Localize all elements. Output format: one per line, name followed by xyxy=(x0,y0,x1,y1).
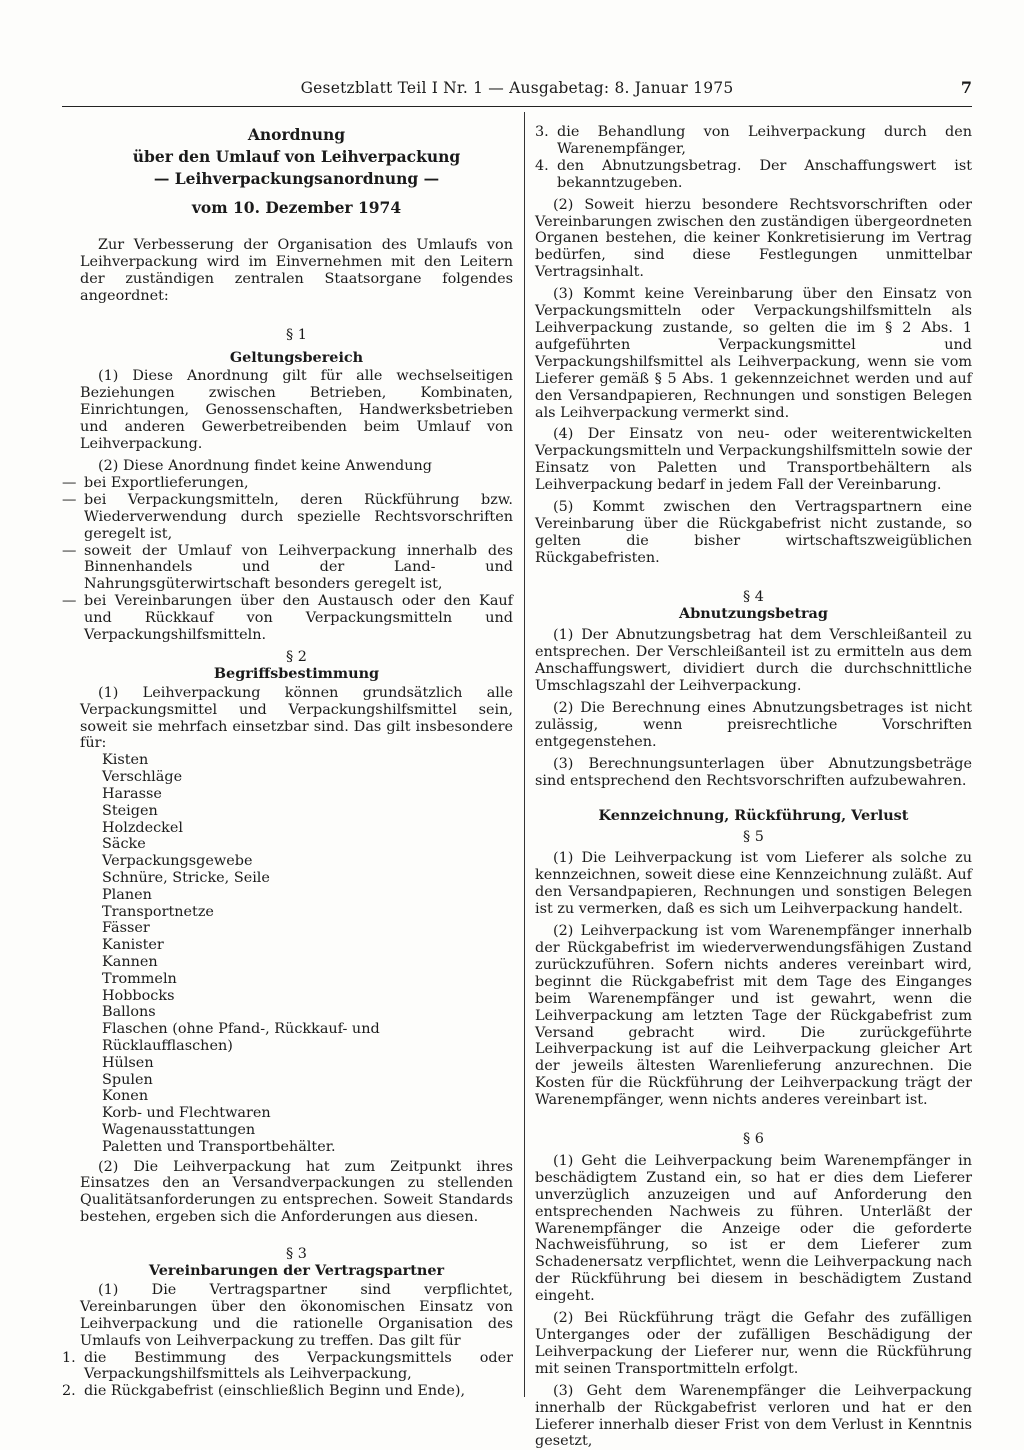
list-item: 3. die Behandlung von Leihverpackung durch den Warenempfänger, xyxy=(535,124,972,157)
gazette-title: Gesetzblatt Teil I Nr. 1 — Ausgabetag: 8. Januar 1975 xyxy=(300,79,734,97)
list-item: Harasse xyxy=(102,785,162,802)
section-1-heading: Geltungsbereich xyxy=(229,348,364,366)
list-item: Flaschen (ohne Pfand-, Rückkauf- und Rücklaufflaschen) xyxy=(102,1021,380,1054)
doc-title: Anordnung xyxy=(247,125,346,144)
section-5-number: § 5 xyxy=(743,828,764,845)
list-item: Kanister xyxy=(102,937,164,954)
section-2-number: § 2 xyxy=(286,648,307,665)
page-header xyxy=(62,80,972,102)
list-item: Transportnetze xyxy=(102,903,214,920)
packaging-list xyxy=(102,752,513,1155)
list-item: — bei Verpackungsmitteln, deren Rückführung bzw. Wiederverwendung durch spezielle Rechtsvorschriften geregelt ist, xyxy=(62,491,513,542)
list-item: Verschläge xyxy=(102,769,183,786)
doc-short-title: — Leihverpackungsanordnung — xyxy=(153,169,440,188)
list-item: Säcke xyxy=(102,836,146,853)
list-item: Wagenausstattungen xyxy=(102,1121,256,1138)
section-3-para-2: (2) Soweit hierzu besondere Rechtsvorschriften oder Vereinbarungen zwischen den zuständigen übergeordneten Organen bestehen, die keiner Konkretisierung im Vertrag bedürfen, sind diese Festlegungen unmittelbar Vertragsinhalt. xyxy=(535,196,972,281)
doc-date: vom 10. Dezember 1974 xyxy=(191,198,402,217)
page-number: 7 xyxy=(960,78,972,97)
section-6-para-1: (1) Geht die Leihverpackung beim Warenempfänger in beschädigtem Zustand ein, so hat er dies dem Lieferer unverzüglich anzuzeigen und auf Anforderung den entsprechenden Nachweis zu führen. Unterläßt der Warenempfänger die Anzeige oder die geforderte Nachweisführung, so ist er dem Lieferer zum Schadenersatz verpflichtet, wenn die Leihverpackung nach der Rückführung bei diesem in beschädigtem Zustand eingeht. xyxy=(535,1152,972,1305)
list-item: Kannen xyxy=(102,953,158,970)
list-item: Konen xyxy=(102,1088,149,1105)
list-item: Verpackungsgewebe xyxy=(102,853,253,870)
list-item: Fässer xyxy=(102,920,150,937)
section-1-number: § 1 xyxy=(286,326,307,343)
list-item: 1. die Bestimmung des Verpackungsmittels oder Verpackungshilfsmittels als Leihverpackung, xyxy=(62,1349,513,1383)
header-rule xyxy=(62,106,972,107)
list-item: — soweit der Umlauf von Leihverpackung innerhalb des Binnenhandels und der Land- und Nahrungsgüterwirtschaft besonders geregelt ist, xyxy=(62,542,513,593)
chapter-heading: Kennzeichnung, Rückführung, Verlust xyxy=(598,806,909,824)
list-item: Hülsen xyxy=(102,1054,154,1071)
section-6-number: § 6 xyxy=(743,1131,764,1148)
list-item: 2. die Rückgabefrist (einschließlich Beginn und Ende), xyxy=(62,1383,466,1400)
list-item: 4. den Abnutzungsbetrag. Der Anschaffungswert ist bekanntzugeben. xyxy=(535,157,972,191)
list-item: Ballons xyxy=(102,1004,156,1021)
list-item: Steigen xyxy=(102,802,158,819)
left-column xyxy=(62,124,513,1400)
list-item: Trommeln xyxy=(102,970,177,987)
section-3-heading: Vereinbarungen der Vertragspartner xyxy=(148,1262,445,1280)
list-item: Schnüre, Stricke, Seile xyxy=(102,869,270,886)
section-4-heading: Abnutzungsbetrag xyxy=(679,604,828,622)
section-3-para-5: (5) Kommt zwischen den Vertragspartnern eine Vereinbarung über die Rückgabefrist nicht zustande, so gelten die bisher wirtschaftszweigüblichen Rückgabefristen. xyxy=(535,499,972,566)
section-5-para-1: (1) Die Leihverpackung ist vom Lieferer als solche zu kennzeichnen, soweit diese eine Kennzeichnung zuläßt. Auf den Versandpapieren, Rechnungen und sonstigen Belegen ist zu vermerken, daß es sich um Leihverpackung handelt. xyxy=(535,850,972,918)
section-3-para-3: (3) Kommt keine Vereinbarung über den Einsatz von Verpackungsmitteln oder Verpackungshilfsmitteln als Leihverpackung zustande, so gelten die im § 2 Abs. 1 aufgeführten Verpackungsmittel und Verpackungshilfsmittel als Leihverpackung, wenn sie vom Lieferer gemäß § 5 Abs. 1 gekennzeichnet werden und auf den Versandpapieren, Rechnungen und sonstigen Belegen als Leihverpackung vermerkt sind. xyxy=(535,286,972,421)
list-item: — bei Vereinbarungen über den Austausch oder den Kauf und Rückkauf von Verpackungsmitteln und Verpackungshilfsmitteln. xyxy=(62,593,513,644)
section-3-number: § 3 xyxy=(286,1246,307,1263)
section-6-para-2: (2) Bei Rückführung trägt die Gefahr des zufälligen Unterganges oder der zufälligen Beschädigung der Leihverpackung der Lieferer nur, wenn die Rückführung mit seinen Transportmitteln erfolgt. xyxy=(535,1310,972,1377)
list-item: Spulen xyxy=(102,1071,153,1088)
list-item: Korb- und Flechtwaren xyxy=(102,1105,271,1122)
section-4-number: § 4 xyxy=(743,588,764,605)
list-item: Planen xyxy=(102,886,152,903)
list-item: — bei Exportlieferungen, xyxy=(62,474,249,491)
list-item: Holzdeckel xyxy=(102,819,184,836)
doc-subtitle: über den Umlauf von Leihverpackung xyxy=(132,147,461,166)
section-4-para-1: (1) Der Abnutzungsbetrag hat dem Verschleißanteil zu entsprechen. Der Verschleißanteil ist zu ermitteln aus dem Anschaffungswert, dividiert durch die durchschnittliche Umschlagszahl der Leihverpackung. xyxy=(535,627,972,695)
section-4-para-3: (3) Berechnungsunterlagen über Abnutzungsbeträge sind entsprechend den Rechtsvorschriften aufzubewahren. xyxy=(535,755,972,789)
section-3-para-1: (1) Die Vertragspartner sind verpflichtet, Vereinbarungen über den ökonomischen Einsatz von Leihverpackung und die rationelle Organisation des Umlaufs von Leihverpackung zu treffen. Das gilt für xyxy=(80,1281,513,1349)
list-item: Paletten und Transportbehälter. xyxy=(102,1138,336,1155)
column-divider xyxy=(524,112,525,1397)
preamble: Zur Verbesserung der Organisation des Umlaufs von Leihverpackung wird im Einvernehmen mit den Leitern der zuständigen zentralen Staatsorgane folgendes angeordnet: xyxy=(80,237,513,304)
section-6-para-3: (3) Geht dem Warenempfänger die Leihverpackung innerhalb der Rückgabefrist verloren und hat er den Lieferer innerhalb dieser Frist von dem Verlust in Kenntnis gesetzt, xyxy=(535,1382,972,1450)
right-column xyxy=(535,124,972,1450)
list-item: Kisten xyxy=(102,752,149,769)
section-3-para-4: (4) Der Einsatz von neu- oder weiterentwickelten Verpackungsmitteln und Verpackungshilfsmitteln sowie der Einsatz von Paletten und Transportbehältern als Leihverpackung bedarf in jedem Fall der Vereinbarung. xyxy=(535,426,972,494)
section-5-para-2: (2) Leihverpackung ist vom Warenempfänger innerhalb der Rückgabefrist im wiederverwendungsfähigen Zustand zurückzuführen. Sofern nichts anderes vereinbart wird, beginnt die Rückgabefrist mit dem Tage des Einganges beim Warenempfänger und ist gewahrt, wenn die Leihverpackung am letzten Tage der Rückgabefrist zum Versand gebracht wird. Die zurückgeführte Leihverpackung ist auf die Leihverpackung gleicher Art der jeweils ältesten Warenlieferung anzurechnen. Die Kosten für die Rückführung der Leihverpackung trägt der Warenempfänger, wenn nichts anderes vereinbart ist. xyxy=(535,923,972,1109)
section-2-heading: Begriffsbestimmung xyxy=(213,664,380,682)
list-item: Hobbocks xyxy=(102,987,175,1004)
section-4-para-2: (2) Die Berechnung eines Abnutzungsbetrages ist nicht zulässig, wenn preisrechtliche Vorschriften entgegenstehen. xyxy=(535,700,972,750)
section-1-para-2: (2) Diese Anordnung findet keine Anwendung xyxy=(98,457,432,474)
section-1-para-1: (1) Diese Anordnung gilt für alle wechselseitigen Beziehungen zwischen Betrieben, Kombinaten, Einrichtungen, Genossenschaften, Handwerksbetrieben und anderen Gewerbetreibenden beim Umlauf von Leihverpackung. xyxy=(80,368,513,453)
section-2-para-1: (1) Leihverpackung können grundsätzlich alle Verpackungsmittel und Verpackungshilfsmittel sein, soweit sie mehrfach einsetzbar sind. Das gilt insbesondere für: xyxy=(80,684,513,752)
section-2-para-2: (2) Die Leihverpackung hat zum Zeitpunkt ihres Einsatzes den an Versandverpackungen zu stellenden Qualitätsanforderungen zu entsprechen. Soweit Standards bestehen, ergeben sich die Anforderungen aus diesen. xyxy=(80,1158,513,1226)
